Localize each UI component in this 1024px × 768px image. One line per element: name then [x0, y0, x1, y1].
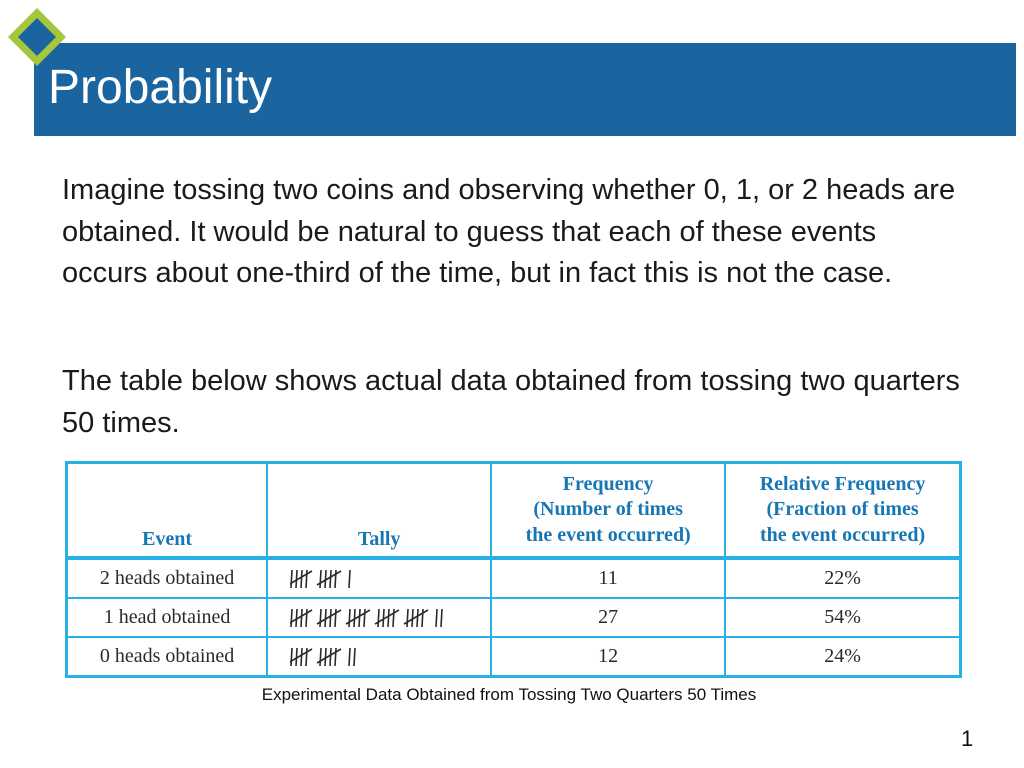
tally-marks-icon — [290, 568, 356, 590]
header-relative-line: (Fraction of times — [766, 498, 919, 521]
header-relative-frequency — [725, 463, 960, 559]
table-row — [67, 598, 961, 637]
tally-stroke — [306, 648, 307, 666]
coin-toss-table — [65, 461, 962, 678]
tally-stroke — [417, 609, 418, 627]
tally-stroke — [301, 570, 302, 588]
header-frequency-line: (Number of times — [533, 498, 683, 521]
tally-stroke — [378, 609, 379, 627]
tally-stroke — [330, 609, 331, 627]
tally-cell — [267, 637, 491, 677]
header-frequency — [491, 463, 725, 559]
table-caption: Experimental Data Obtained from Tossing Two Quarters 50 Times — [261, 685, 757, 704]
tally-stroke — [320, 648, 321, 666]
frequency-cell: 12 — [491, 637, 725, 677]
tally-stroke — [349, 609, 350, 627]
tally-stroke — [349, 648, 350, 666]
tally-stroke — [320, 609, 321, 627]
tally-stroke — [320, 570, 321, 588]
tally-stroke — [441, 609, 442, 627]
header-relative-line: Relative Frequency — [759, 472, 926, 495]
table-header-row — [67, 463, 961, 559]
table-intro-paragraph: The table below shows actual data obtained from tossing two quarters 50 times. — [62, 365, 960, 439]
tally-stroke — [306, 570, 307, 588]
tally-stroke — [335, 648, 336, 666]
header-frequency-line: Frequency — [562, 472, 654, 495]
slide-title: Probability — [48, 61, 273, 114]
event-cell: 2 heads obtained — [67, 558, 268, 598]
tally-stroke — [359, 609, 360, 627]
tally-stroke — [306, 609, 307, 627]
header-tally: Tally — [267, 463, 491, 559]
tally-stroke — [291, 570, 292, 588]
tally-stroke — [354, 648, 355, 666]
tally-stroke — [436, 609, 437, 627]
tally-stroke — [393, 609, 394, 627]
tally-stroke — [349, 570, 350, 588]
tally-stroke — [335, 570, 336, 588]
tally-marks-icon — [290, 607, 448, 629]
relative-frequency-cell: 22% — [725, 558, 960, 598]
tally-stroke — [291, 609, 292, 627]
tally-stroke — [301, 648, 302, 666]
relative-frequency-cell: 54% — [725, 598, 960, 637]
header-relative-line: the event occurred) — [759, 523, 926, 546]
tally-stroke — [422, 609, 423, 627]
tally-stroke — [330, 570, 331, 588]
tally-stroke — [335, 609, 336, 627]
event-cell: 0 heads obtained — [67, 637, 268, 677]
tally-cell — [267, 558, 491, 598]
tally-stroke — [407, 609, 408, 627]
intro-paragraph: Imagine tossing two coins and observing whether 0, 1, or 2 heads are obtained. It would be natural to guess that each of these events occurs about one-third of the time, but in fact this is not the case. — [62, 174, 956, 289]
tally-stroke — [364, 609, 365, 627]
tally-cell — [267, 598, 491, 637]
header-event: Event — [67, 463, 268, 559]
tally-stroke — [301, 609, 302, 627]
frequency-cell: 27 — [491, 598, 725, 637]
table-row — [67, 558, 961, 598]
tally-stroke — [388, 609, 389, 627]
relative-frequency-cell: 24% — [725, 637, 960, 677]
page-number: 1 — [961, 726, 974, 751]
event-cell: 1 head obtained — [67, 598, 268, 637]
tally-marks-icon — [290, 646, 361, 668]
header-frequency-line: the event occurred) — [525, 523, 691, 546]
tally-stroke — [291, 648, 292, 666]
frequency-cell: 11 — [491, 558, 725, 598]
tally-stroke — [330, 648, 331, 666]
table-row — [67, 637, 961, 677]
